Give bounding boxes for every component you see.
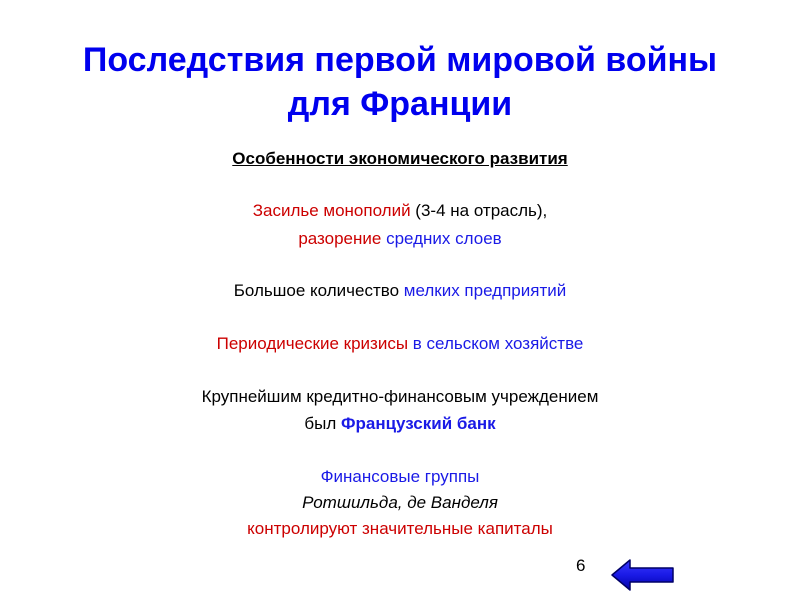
- back-button[interactable]: [610, 558, 676, 592]
- section-heading-text: Особенности экономического развития: [232, 149, 568, 168]
- monopolies-line: [0, 200, 800, 222]
- credit-institution-line: [0, 386, 800, 408]
- was-text: был: [304, 414, 341, 433]
- section-heading: [0, 149, 800, 169]
- crises-line: [0, 333, 800, 355]
- bank-of-france-text: Французский банк: [340, 414, 496, 433]
- large-number-text: Большое количество: [233, 281, 404, 300]
- middle-class-text: средних слоев: [381, 229, 502, 248]
- title-line-2: для Франции: [287, 85, 513, 123]
- title-line-1: Последствия первой мировой войны: [82, 41, 718, 79]
- crises-text: Периодические кризисы: [216, 334, 413, 353]
- page-number: 6: [576, 556, 586, 575]
- slide-title: [0, 38, 800, 126]
- agriculture-text: в сельском хозяйстве: [412, 334, 584, 353]
- small-enterprises-line: [0, 280, 800, 302]
- families-text: Ротшильда, де Ванделя: [302, 493, 498, 512]
- bank-line: [0, 413, 800, 435]
- families-line: [0, 492, 800, 514]
- monopolies-note: (3-4 на отрасль),: [410, 201, 548, 220]
- middle-class-line: [0, 228, 800, 250]
- arrow-left-icon[interactable]: [610, 558, 676, 592]
- credit-institution-text: Крупнейшим кредитно-финансовым учреждением: [201, 387, 599, 406]
- capitals-line: [0, 518, 800, 540]
- ruin-text: разорение: [298, 229, 382, 248]
- small-enterprises-text: мелких предприятий: [403, 281, 567, 300]
- capitals-text: контролируют значительные капиталы: [247, 519, 553, 538]
- monopolies-text: Засилье монополий: [252, 201, 411, 220]
- financial-groups-text: Финансовые группы: [320, 467, 480, 486]
- financial-groups-line: [0, 466, 800, 488]
